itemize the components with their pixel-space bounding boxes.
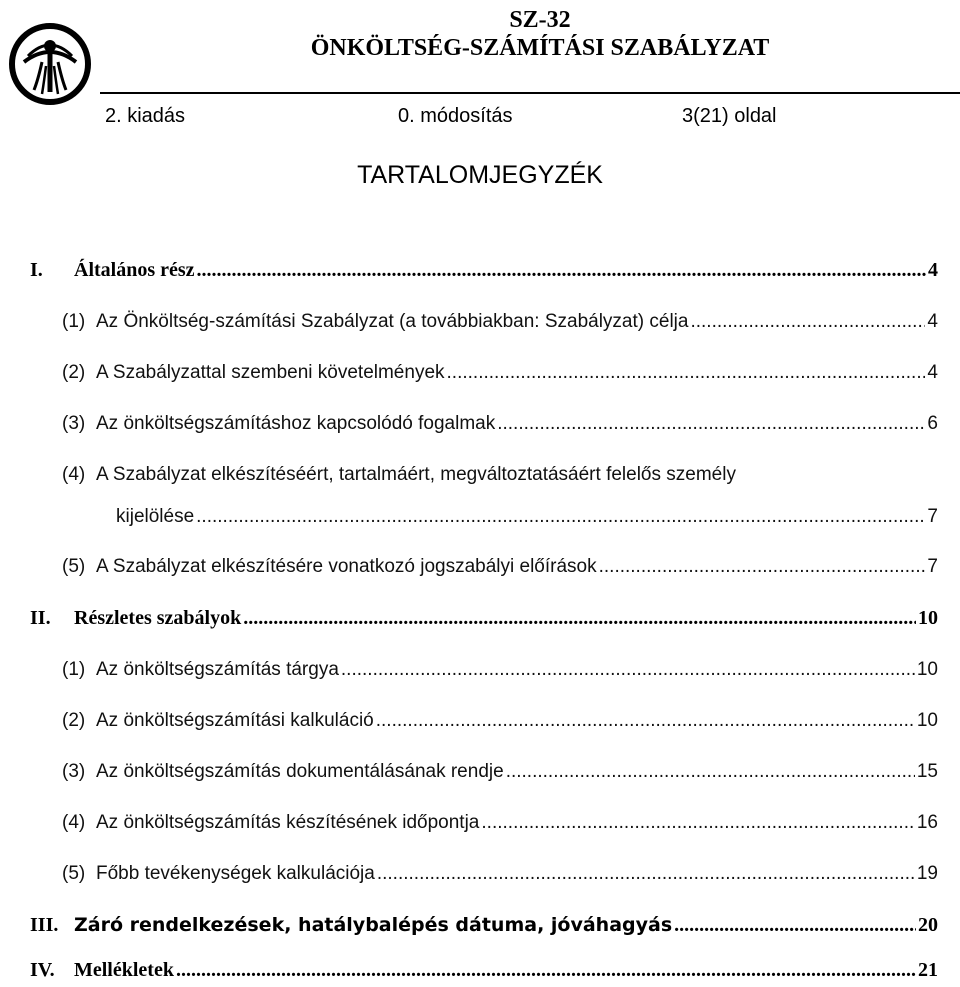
toc-page-number: 21 bbox=[918, 959, 938, 981]
toc-item-title: Az önköltségszámítási kalkuláció bbox=[96, 710, 374, 731]
toc-item-number: (5) bbox=[62, 556, 86, 577]
toc-leader-dots bbox=[506, 759, 915, 785]
toc-leader-dots bbox=[674, 912, 916, 938]
toc-leader-dots bbox=[497, 411, 925, 437]
toc-item-number: (1) bbox=[62, 311, 86, 332]
toc-leader-dots bbox=[196, 504, 925, 530]
toc-leader-dots bbox=[176, 957, 916, 983]
header-divider bbox=[100, 92, 960, 94]
toc-item-number: (2) bbox=[62, 710, 86, 731]
toc-leader-dots bbox=[599, 554, 926, 580]
toc-page-number: 15 bbox=[916, 761, 938, 782]
toc-leader-dots bbox=[243, 605, 916, 631]
toc-item-title-line1: A Szabályzat elkészítéséért, tartalmáért, megváltoztatásáért felelős személy bbox=[96, 464, 736, 485]
toc-item-number: (4) bbox=[62, 464, 86, 485]
toc-item-title: Az önköltségszámítás dokumentálásának rendje bbox=[96, 761, 504, 782]
toc-section-number: IV. bbox=[30, 959, 55, 981]
toc-item[interactable] bbox=[0, 708, 960, 738]
toc-leader-dots bbox=[377, 861, 915, 887]
organization-logo bbox=[8, 22, 92, 106]
toc-leader-dots bbox=[341, 657, 915, 683]
toc-page-number: 16 bbox=[916, 812, 938, 833]
toc-item-number: (3) bbox=[62, 761, 86, 782]
toc-section-number: II. bbox=[30, 607, 51, 629]
toc-item-title: Az Önköltség-számítási Szabályzat (a továbbiakban: Szabályzat) célja bbox=[96, 311, 689, 332]
toc-page-number: 4 bbox=[928, 259, 938, 281]
toc-section[interactable] bbox=[0, 257, 960, 287]
toc-item[interactable] bbox=[0, 759, 960, 789]
toc-page-number: 4 bbox=[927, 362, 938, 383]
toc-leader-dots bbox=[481, 810, 914, 836]
toc-item-title: A Szabályzattal szembeni követelmények bbox=[96, 362, 445, 383]
toc-section-number: I. bbox=[30, 259, 43, 281]
toc-item[interactable] bbox=[0, 657, 960, 687]
toc-page-number: 10 bbox=[916, 659, 938, 680]
toc-page-number: 10 bbox=[918, 607, 938, 629]
toc-leader-dots bbox=[376, 708, 915, 734]
modification-label: 0. módosítás bbox=[398, 105, 513, 127]
toc-page-number: 10 bbox=[916, 710, 938, 731]
toc-page-number: 19 bbox=[916, 863, 938, 884]
toc-section[interactable] bbox=[0, 605, 960, 635]
toc-item[interactable] bbox=[0, 861, 960, 891]
page-header bbox=[0, 0, 960, 140]
toc-item-title: Az önköltségszámításhoz kapcsolódó fogalmak bbox=[96, 413, 496, 434]
toc-item[interactable] bbox=[0, 810, 960, 840]
toc-leader-dots bbox=[447, 360, 926, 386]
edition-label: 2. kiadás bbox=[105, 105, 186, 127]
toc-item-number: (1) bbox=[62, 659, 86, 680]
toc-item-title: Főbb tevékenységek kalkulációja bbox=[96, 863, 375, 884]
page-number-label: 3(21) oldal bbox=[682, 105, 777, 127]
document-title: ÖNKÖLTSÉG-SZÁMÍTÁSI SZABÁLYZAT bbox=[310, 35, 770, 61]
toc-item-title: Az önköltségszámítás készítésének időpontja bbox=[96, 812, 480, 833]
toc-page-number: 7 bbox=[927, 556, 938, 577]
toc-page-number: 7 bbox=[927, 506, 938, 527]
toc-item-title: A Szabályzat elkészítésére vonatkozó jogszabályi előírások bbox=[96, 556, 597, 577]
toc-item-number: (4) bbox=[62, 812, 86, 833]
toc-section-title: Részletes szabályok bbox=[74, 607, 242, 629]
toc-item[interactable] bbox=[0, 360, 960, 390]
toc-page-number: 6 bbox=[927, 413, 938, 434]
toc-item-number: (5) bbox=[62, 863, 86, 884]
toc-section[interactable] bbox=[0, 912, 960, 942]
toc-item[interactable] bbox=[0, 411, 960, 441]
toc-item[interactable] bbox=[0, 554, 960, 584]
toc-item-title: kijelölése bbox=[116, 506, 195, 527]
toc-page-number: 20 bbox=[918, 914, 938, 936]
toc-item[interactable] bbox=[0, 309, 960, 339]
toc-page-number: 4 bbox=[927, 311, 938, 332]
toc-section-title: Általános rész bbox=[74, 259, 195, 281]
toc-item-number: (2) bbox=[62, 362, 86, 383]
toc-title: TARTALOMJEGYZÉK bbox=[357, 161, 603, 189]
toc-leader-dots bbox=[690, 309, 925, 335]
toc-item[interactable] bbox=[0, 462, 960, 527]
toc-leader-dots bbox=[197, 257, 926, 283]
toc-section-number: III. bbox=[30, 914, 59, 936]
toc-section-title: Záró rendelkezések, hatálybalépés dátuma, jóváhagyás bbox=[74, 914, 673, 936]
toc-section-title: Mellékletek bbox=[74, 959, 174, 981]
document-id: SZ-32 bbox=[509, 7, 571, 33]
toc-item-number: (3) bbox=[62, 413, 86, 434]
toc-item-title: Az önköltségszámítás tárgya bbox=[96, 659, 339, 680]
